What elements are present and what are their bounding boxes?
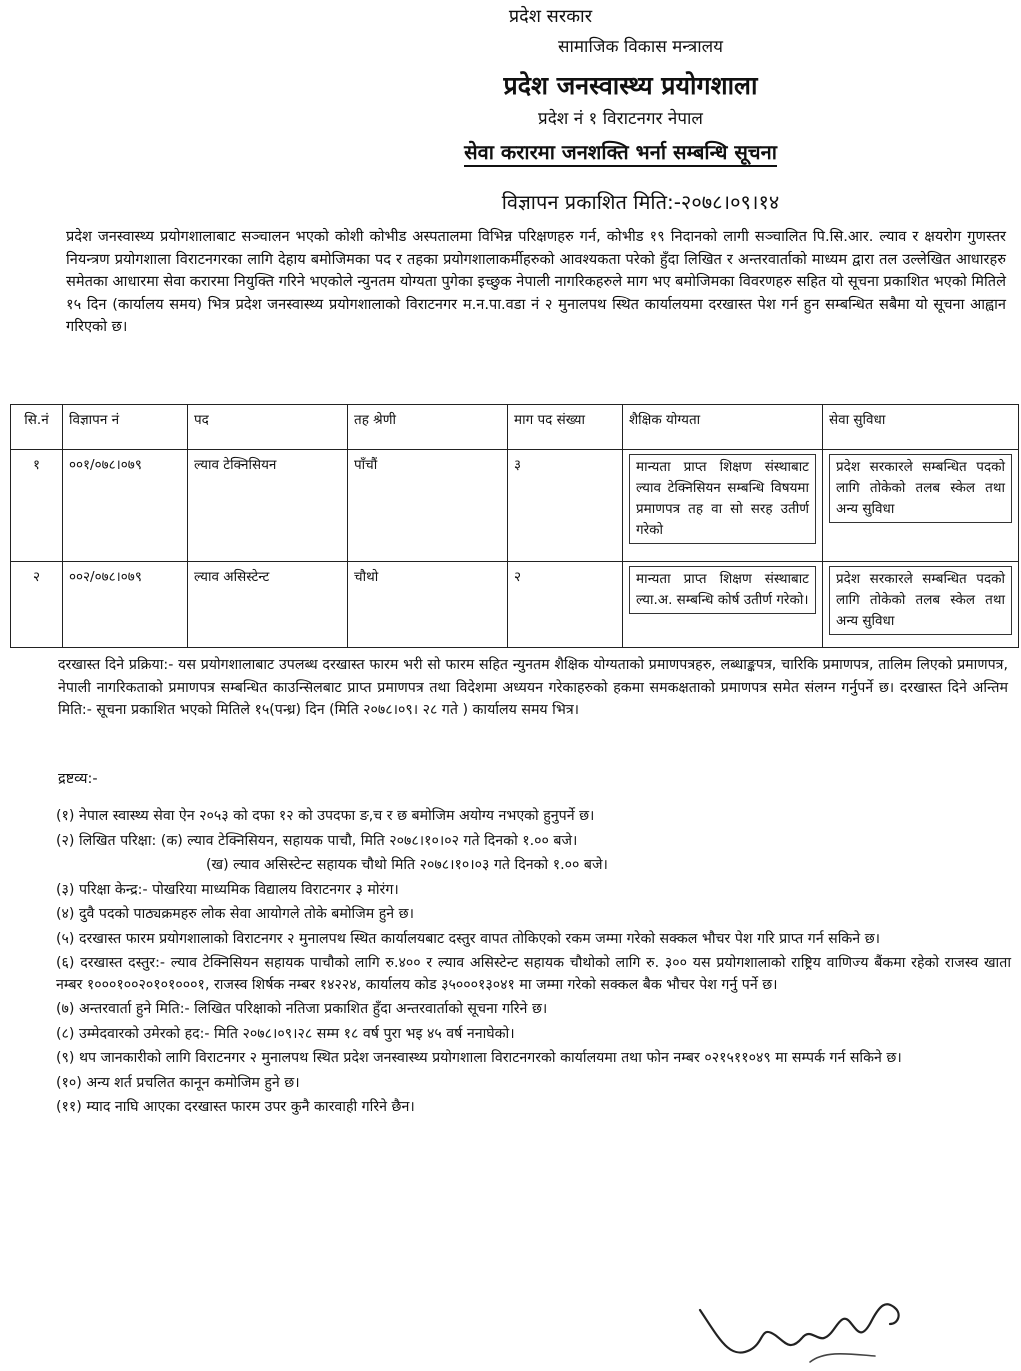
col-header-count: माग पद संख्या bbox=[508, 405, 623, 450]
qualification-text: मान्यता प्राप्त शिक्षण संस्थाबाट ल्या.अ. सम्बन्धि कोर्ष उतीर्ण गरेको। bbox=[629, 566, 816, 614]
cell-ad-no: ००१/०७८।०७९ bbox=[63, 450, 188, 562]
list-item: (७) अन्तरवार्ता हुने मिति:- लिखित परिक्षाको नतिजा प्रकाशित हुँदा अन्तरवार्ताको सूचना गरिने छ। bbox=[56, 1001, 548, 1017]
col-header-level: तह श्रेणी bbox=[348, 405, 508, 450]
header-address: प्रदेश नं १ विराटनगर नेपाल bbox=[538, 109, 703, 129]
cell-ad-no: ००२/०७८।०७९ bbox=[63, 562, 188, 648]
cell-level: चौथो bbox=[348, 562, 508, 648]
notice-title: सेवा करारमा जनशक्ति भर्ना सम्बन्धि सूचना bbox=[110, 138, 1021, 165]
list-item: (४) दुवै पदको पाठ्यक्रमहरु लोक सेवा आयोगले तोके बमोजिम हुने छ। bbox=[56, 906, 414, 922]
header-government: प्रदेश सरकार bbox=[508, 6, 593, 27]
list-item: (२) लिखित परिक्षा: (क) ल्याव टेक्निसियन, सहायक पाचौ, मिति २०७८।१०।०२ गते दिनको १.०० बजे। bbox=[56, 832, 578, 849]
col-header-benefit: सेवा सुविधा bbox=[823, 405, 1019, 450]
cell-sn: २ bbox=[11, 562, 63, 648]
list-item: (ख) ल्याव असिस्टेन्ट सहायक चौथो मिति २०७८।१०।०३ गते दिनको १.०० बजे। bbox=[206, 857, 608, 873]
notes-heading: द्रष्टव्य:- bbox=[58, 771, 98, 787]
qualification-text: मान्यता प्राप्त शिक्षण संस्थाबाट ल्याव टेक्निसियन सम्बन्धि विषयमा प्रमाणपत्र तह वा सो सरह उतीर्ण गरेको bbox=[629, 454, 816, 544]
vacancy-table bbox=[10, 404, 1019, 648]
cell-level: पाँचौं bbox=[348, 450, 508, 562]
list-item: (१) नेपाल स्वास्थ्य सेवा ऐन २०५३ को दफा १२ को उपदफा ङ,च र छ बमोजिम अयोग्य नभएको हुनुपर्ने छ। bbox=[56, 808, 595, 824]
list-item: (११) म्याद नाघि आएका दरखास्त फारम उपर कुनै कारवाही गरिने छैन। bbox=[56, 1099, 415, 1115]
cell-count: २ bbox=[508, 562, 623, 648]
list-item: (८) उम्मेदवारको उमेरको हद:- मिति २०७८।०९।२८ सम्म १८ वर्ष पुरा भइ ४५ वर्ष ननाघेको। bbox=[56, 1025, 515, 1042]
cell-qualification bbox=[623, 450, 823, 562]
signature bbox=[690, 1280, 920, 1368]
cell-post: ल्याव असिस्टेन्ट bbox=[188, 562, 348, 648]
header-ministry: सामाजिक विकास मन्त्रालय bbox=[557, 37, 723, 57]
col-header-ad-no: विज्ञापन नं bbox=[63, 405, 188, 450]
table-row bbox=[11, 450, 1019, 562]
list-item: (५) दरखास्त फारम प्रयोगशालाको विराटनगर २ मुनालपथ स्थित कार्यालयबाट दस्तुर वापत तोकिएको रकम जम्मा गरेको सक्कल भौचर पेश गरि प्राप्त गर्न सकिने छ। bbox=[56, 930, 881, 947]
cell-benefit bbox=[823, 450, 1019, 562]
cell-post: ल्याव टेक्निसियन bbox=[188, 450, 348, 562]
cell-qualification bbox=[623, 562, 823, 648]
cell-sn: १ bbox=[11, 450, 63, 562]
cell-benefit bbox=[823, 562, 1019, 648]
benefit-text: प्रदेश सरकारले सम्बन्धित पदको लागि तोकेको तलब स्केल तथा अन्य सुविधा bbox=[829, 566, 1012, 635]
list-item: (९) थप जानकारीको लागि विराटनगर २ मुनालपथ स्थित प्रदेश जनस्वास्थ्य प्रयोगशाला विराटनगरको कार्यालयमा तथा फोन नम्बर ०२१५११०४९ मा सम्पर्क गर्न सकिने छ। bbox=[56, 1050, 902, 1066]
intro-paragraph: प्रदेश जनस्वास्थ्य प्रयोगशालाबाट सञ्चालन भएको कोशी कोभीड अस्पतालमा विभिन्न परिक्षणहरु गर्न, कोभीड १९ निदानको लागी सञ्चालित पि.सि.आर. ल्याव र क्षयरोग गुणस्तर नियन्त्रण प्रयोगशाला विराटनगरका लागि देहाय बमोजिमका पद र तहका प्रयोगशालाकर्मीहरुको आवश्यकता परेको हुँदा लिखित र अन्तरवार्ताको माध्यम द्वारा तल उल्लेखित आधारहरु समेतका आधारमा सेवा करारमा नियुक्ति गरिने भएकोले न्युनतम योग्यता पुगेका इच्छुक नेपाली नागरिकहरुले माग भए बमोजिमका विवरणहरु सहित यो सूचना प्रकाशित भएको मितिले १५ दिन (कार्यालय समय) भित्र प्रदेश जनस्वास्थ्य प्रयोगशालाको विराटनगर म.न.पा.वडा नं २ मुनालपथ स्थित कार्यालयमा दरखास्त पेश गर्न हुन सम्बन्धित सबैमा यो सूचना आह्वान गरिएको छ। bbox=[66, 228, 1006, 335]
list-item: (६) दरखास्त दस्तुर:- ल्याव टेक्निसियन सहायक पाचौको लागि रु.४०० र ल्याव असिस्टेन्ट सहायक चौथोको लागि रु. ३०० यस प्रयोगशालाको राष्ट्रिय वाणिज्य बैंकमा रहेको राजस्व खाता नम्बर १०००१००२०१०१०००१, राजस्व शिर्षक नम्बर १४२२४, कार्यालय कोड ३५०००१३०४१ मा जम्मा गरेको सक्कल बैक भौचर पेश गर्नु पर्ने छ। bbox=[56, 955, 1011, 993]
application-procedure: दरखास्त दिने प्रक्रिया:- यस प्रयोगशालाबाट उपलब्ध दरखास्त फारम भरी सो फारम सहित न्युनतम शैक्षिक योग्यताको प्रमाणपत्रहरु, लब्धाङ्कपत्र, चारिकि प्रमाणपत्र, तालिम लिएको प्रमाणपत्र, नेपाली नागरिकताको प्रमाणपत्र सम्बन्धित काउन्सिलबाट प्राप्त प्रमाणपत्र तथा विदेशमा अध्ययन गरेकाहरुको हकमा समकक्षताको प्रमाणपत्र समेत संलग्न गर्नुपर्ने छ। दरखास्त दिने अन्तिम मिति:- सूचना प्रकाशित भएको मितिले १५(पन्ध्र) दिन (मिति २०७८।०९। २८ गते ) कार्यालय समय भित्र। bbox=[58, 657, 1008, 718]
cell-count: ३ bbox=[508, 450, 623, 562]
col-header-qualification: शैक्षिक योग्यता bbox=[623, 405, 823, 450]
benefit-text: प्रदेश सरकारले सम्बन्धित पदको लागि तोकेको तलब स्केल तथा अन्य सुविधा bbox=[829, 454, 1012, 523]
notes-list bbox=[56, 806, 1011, 1122]
col-header-sn: सि.नं bbox=[11, 405, 63, 450]
header-office: प्रदेश जनस्वास्थ्य प्रयोगशाला bbox=[503, 71, 758, 100]
publish-date: विज्ञापन प्रकाशित मिति:-२०७८।०९।१४ bbox=[501, 190, 780, 214]
list-item: (३) परिक्षा केन्द्र:- पोखरिया माध्यमिक विद्यालय विराटनगर ३ मोरंग। bbox=[56, 881, 399, 898]
list-item: (१०) अन्य शर्त प्रचलित कानून कमोजिम हुने छ। bbox=[56, 1074, 300, 1091]
table-header-row bbox=[11, 405, 1019, 450]
table-row bbox=[11, 562, 1019, 648]
col-header-post: पद bbox=[188, 405, 348, 450]
